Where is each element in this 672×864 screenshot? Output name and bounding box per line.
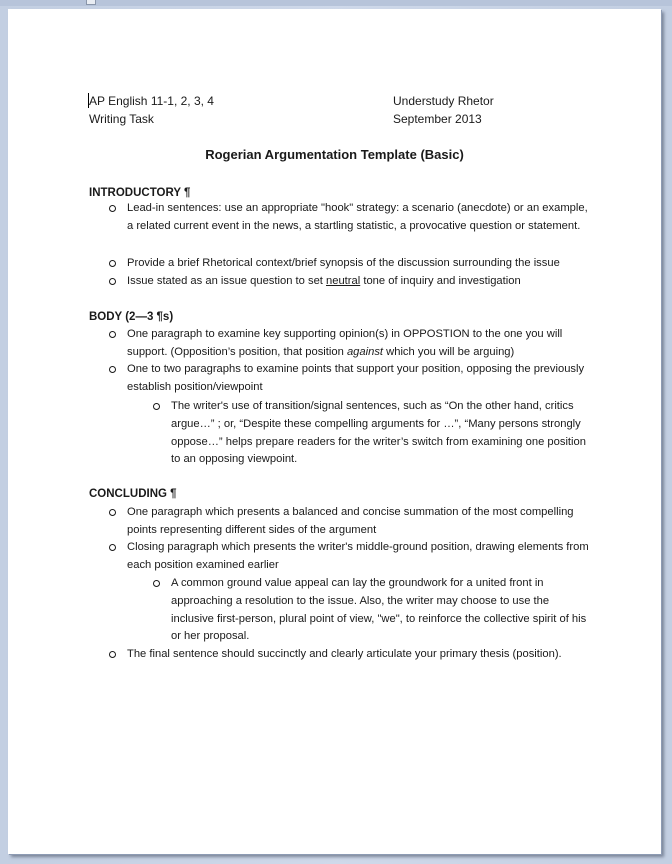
list-item: [127, 646, 597, 664]
document-page[interactable]: [8, 9, 661, 854]
text-segment: One paragraph to examine key supporting opinion(s) in OPPOSTION to the one you will support. (Opposition’s position, that position: [127, 328, 563, 358]
student-name: Understudy Rhetor: [393, 94, 494, 108]
list-item-text: [127, 326, 597, 362]
list-item-text: Provide a brief Rhetorical context/brief synopsis of the discussion surrounding the issue: [127, 257, 560, 269]
circle-bullet-icon: [109, 509, 116, 516]
circle-bullet-icon: [109, 651, 116, 658]
list-item-text: Closing paragraph which presents the writer's middle-ground position, drawing elements from each position examined earlier: [127, 541, 589, 571]
list-item: [127, 273, 597, 291]
circle-bullet-icon: [153, 403, 160, 410]
concluding-heading: CONCLUDING ¶: [89, 488, 177, 500]
list-item-text: One paragraph which presents a balanced and concise summation of the most compelling points representing different sides of the argument: [127, 506, 574, 536]
task-label: Writing Task: [89, 112, 154, 126]
list-item: [127, 539, 597, 575]
ruler-strip: [0, 0, 672, 6]
circle-bullet-icon: [109, 278, 116, 285]
list-subitem: [171, 575, 591, 646]
list-item-text: The writer's use of transition/signal sentences, such as “On the other hand, critics argue…” ; or, “Despite these compelling arguments for …”, “Many persons strongly oppose…” helps prepare readers for the writer’s switch from examining one position to an opposing viewpoint.: [171, 400, 586, 466]
circle-bullet-icon: [109, 205, 116, 212]
text-segment: which you will be arguing): [383, 345, 515, 358]
list-item-text: The final sentence should succinctly and clearly articulate your primary thesis (position).: [127, 648, 562, 660]
list-item-text: A common ground value appeal can lay the groundwork for a united front in approaching a resolution to the issue. Also, the writer may choose to use the inclusive first-person, plural point of view, "we", to reinforce the collective spirit of his or her proposal.: [171, 577, 587, 643]
introductory-heading: INTRODUCTORY ¶: [89, 187, 191, 199]
body-heading: BODY (2—3 ¶s): [89, 311, 174, 323]
course-label: AP English 11-1, 2, 3, 4: [89, 94, 214, 108]
underlined-word: neutral: [326, 275, 361, 287]
circle-bullet-icon: [153, 580, 160, 587]
tab-marker: [86, 0, 96, 5]
circle-bullet-icon: [109, 331, 116, 338]
list-item: [127, 255, 597, 273]
text-segment: Issue stated as an issue question to set: [127, 275, 327, 287]
circle-bullet-icon: [109, 366, 116, 373]
date-label: September 2013: [393, 112, 482, 126]
circle-bullet-icon: [109, 544, 116, 551]
list-item: [127, 200, 597, 236]
list-item: [127, 361, 597, 397]
list-item-text: One to two paragraphs to examine points that support your position, opposing the previously establish position/viewpoint: [127, 363, 585, 393]
italic-word: against: [346, 345, 384, 358]
list-item: [127, 504, 597, 540]
text-segment: tone of inquiry and investigation: [360, 275, 521, 287]
circle-bullet-icon: [109, 260, 116, 267]
list-item-text: [127, 273, 597, 291]
list-subitem: [171, 398, 591, 469]
list-item: [127, 326, 597, 362]
list-item-text: Lead-in sentences: use an appropriate "hook" strategy: a scenario (anecdote) or an example, a related current event in the news, a startling statistic, a provocative question or statement.: [127, 202, 588, 232]
document-title: Rogerian Argumentation Template (Basic): [205, 147, 464, 162]
